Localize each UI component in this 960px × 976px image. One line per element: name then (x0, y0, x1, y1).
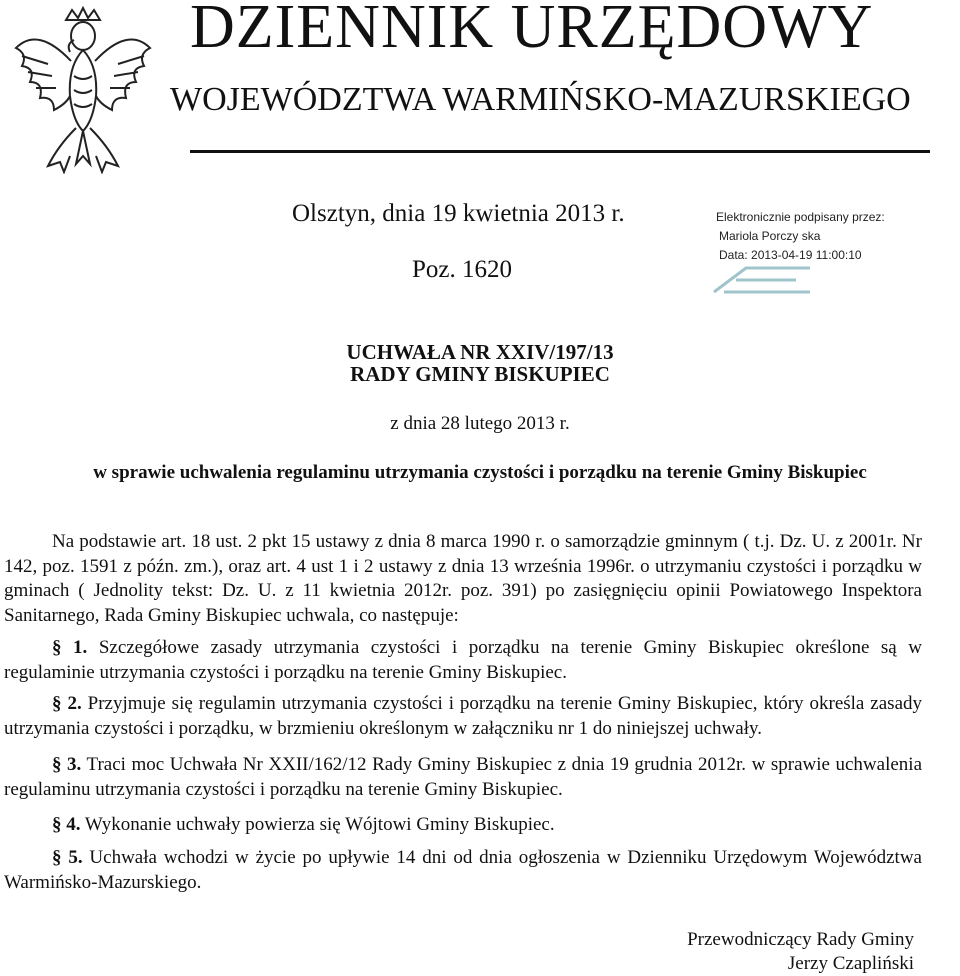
position-number: Poz. 1620 (412, 256, 512, 283)
section-5 (4, 846, 922, 895)
signer-role: Przewodniczący Rady Gminy (687, 929, 914, 950)
journal-title: DZIENNIK URZĘDOWY (190, 0, 874, 61)
preamble-paragraph (4, 530, 922, 628)
header-divider (190, 150, 930, 153)
section-label: § 1. (52, 637, 88, 658)
section-4 (4, 813, 922, 838)
resolution-authority: RADY GMINY BISKUPIEC (350, 362, 610, 386)
section-label: § 4. (52, 814, 81, 835)
section-label: § 2. (52, 693, 82, 714)
place-date: Olsztyn, dnia 19 kwietnia 2013 r. (292, 200, 625, 227)
signer-name: Jerzy Czapliński (787, 953, 914, 974)
journal-subtitle: WOJEWÓDZTWA WARMIŃSKO-MAZURSKIEGO (170, 81, 911, 118)
section-label: § 5. (52, 847, 83, 868)
section-text: Uchwała wchodzi w życie po upływie 14 dni od dnia ogłoszenia w Dzienniku Urzędowym Województwa Warmińsko-Mazurskiego. (4, 847, 922, 893)
section-text: Traci moc Uchwała Nr XXII/162/12 Rady Gminy Biskupiec z dnia 19 grudnia 2012r. w sprawie uchwalenia regulaminu utrzymania czystości i porządku na terenie Gminy Biskupiec. (4, 754, 923, 800)
resolution-number: UCHWAŁA NR XXIV/197/13 (346, 340, 614, 364)
section-label: § 3. (52, 754, 82, 775)
section-3 (4, 753, 922, 802)
resolution-subject: w sprawie uchwalenia regulaminu utrzymania czystości i porządku na terenie Gminy Biskupiec (93, 462, 867, 483)
signature-line-3: Data: 2013-04-19 11:00:10 (719, 248, 862, 262)
section-text: Wykonanie uchwały powierza się Wójtowi Gminy Biskupiec. (80, 814, 555, 835)
section-2 (4, 692, 922, 741)
signature-line-1: Elektronicznie podpisany przez: (716, 210, 885, 224)
section-text: Przyjmuje się regulamin utrzymania czystości i porządku na terenie Gminy Biskupiec, który określa zasady utrzymania czystości i porządku, w brzmieniu określonym w załączniku nr 1 do niniejszej uchwały. (4, 693, 923, 739)
preamble-text: Na podstawie art. 18 ust. 2 pkt 15 ustawy z dnia 8 marca 1990 r. o samorządzie gminnym ( t.j. Dz. U. z 2001r. Nr 142, poz. 1591 z późn. zm.), oraz art. 4 ust 1 i 2 ustawy z dnia 13 września 1996r. o utrzymaniu czystości i porządku w gminach ( Jednolity tekst: Dz. U. z 11 kwietnia 2012r. poz. 391) po zasięgnięciu opinii Powiatowego Inspektora Sanitarnego, Rada Gminy Biskupiec uchwala, co następuje: (4, 531, 922, 626)
signature-watermark-icon (706, 262, 818, 298)
eagle-emblem-icon (8, 6, 158, 174)
electronic-signature-box (716, 208, 885, 265)
section-1 (4, 636, 922, 685)
section-text: Szczegółowe zasady utrzymania czystości i porządku na terenie Gminy Biskupiec określone są w regulaminie utrzymania czystości i porządku na terenie Gminy Biskupiec. (4, 637, 922, 683)
signature-line-2: Mariola Porczy ska (719, 229, 821, 243)
resolution-date: z dnia 28 lutego 2013 r. (390, 413, 570, 434)
